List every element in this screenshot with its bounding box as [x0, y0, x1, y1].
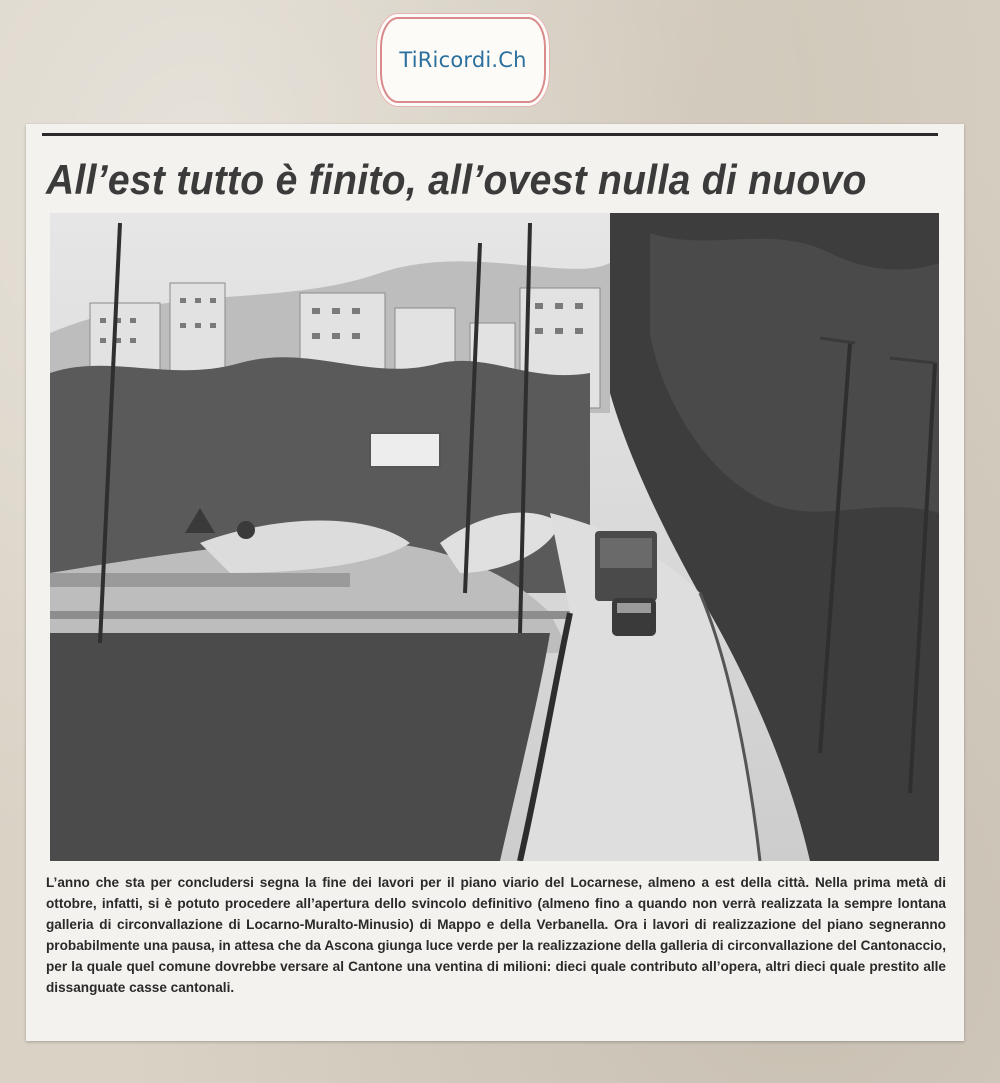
tiricordi-watermark-badge	[380, 17, 546, 103]
watermark-text: TiRicordi.Ch	[399, 48, 527, 72]
road-photo-illustration	[50, 213, 939, 861]
top-rule	[42, 133, 938, 136]
road-photo	[50, 213, 939, 861]
headline: All’est tutto è finito, all’ovest nulla di nuovo	[46, 156, 867, 203]
photo-caption: L’anno che sta per concludersi segna la fine dei lavori per il piano viario del Locarnese, almeno a est della città. Nella prima metà di ottobre, infatti, si è potuto procedere all’apertura dello svincolo definitivo (almeno fino a quando non verrà realizzata la sempre lontana galleria di circonvallazione di Locarno-Muralto-Minusio) di Mappo e della Verbanella. Ora i lavori di realizzazione del piano segneranno probabilmente una pausa, in attesa che da Ascona giunga luce verde per la realizzazione della galleria di circonvallazione del Cantonaccio, per la quale quel comune dovrebbe versare al Cantone una ventina di milioni: dieci quale contributo all’opera, altri dieci quale prestito alle dissanguate casse cantonali.	[46, 875, 946, 995]
newspaper-clipping	[26, 124, 964, 1041]
